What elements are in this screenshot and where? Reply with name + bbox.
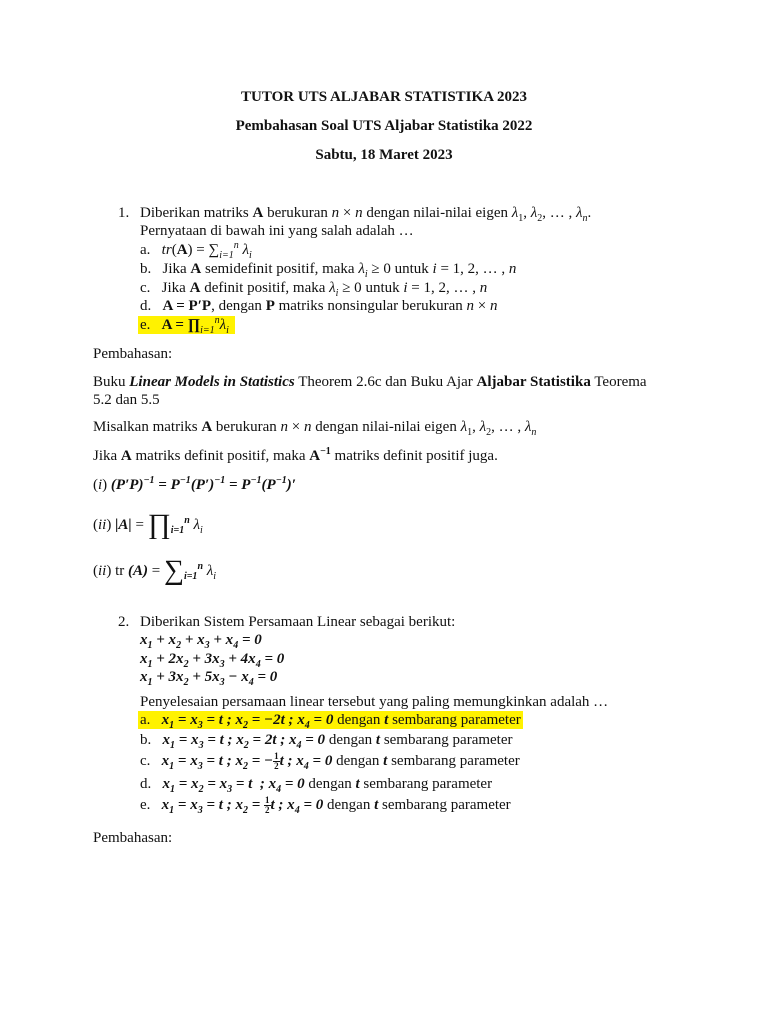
document-date: Sabtu, 18 Maret 2023 — [315, 147, 453, 163]
option-2b: b. $x_1 = x_3 = t$ ; $x_2 = 2t$ ; $x_4 = 0$ dengan t sembarang parameter — [140, 732, 513, 751]
question-1-statement: Diberikan matriks A berukuran n × n dengan nilai-nilai eigen $\lambda_1$, $\lambda_2$, … , $\lambda_n$. — [140, 205, 592, 224]
option-2e: e. $x_1 = x_3 = t$ ; $x_2$ = $\frac{1}{2}$ t ; $x_4 = 0$ dengan t sembarang parameter — [140, 795, 511, 816]
discussion-2-label: Pembahasan: — [93, 830, 173, 846]
option-1c: c. Jika A definit positif, maka $\lambda_i \ge 0$ untuk i = 1, 2, … , n — [140, 280, 488, 299]
equation-ii-determinant: (ii) $|A| = \prod_{i=1}^n$ $\lambda_i$ — [93, 509, 203, 540]
question-2-prompt: Penyelesaian persamaan linear tersebut yang paling memungkinkan adalah … — [140, 694, 609, 710]
question-1-number: 1. — [118, 205, 130, 221]
system-equation-2: $x_1 + 2x_2 + 3x_3 + 4x_4 = 0$ — [140, 651, 285, 670]
option-2d: d. $x_1 = x_2 = x_3 = t$ ; $x_4 = 0$ dengan t sembarang parameter — [140, 776, 493, 795]
question-2-statement: Diberikan Sistem Persamaan Linear sebagai berikut: — [140, 614, 456, 630]
option-1a: a. $tr(A) = \sum_{i=1}^n$ $\lambda_i$ — [140, 240, 252, 261]
document-title: TUTOR UTS ALJABAR STATISTIKA 2023 — [241, 89, 527, 105]
option-1b: b. Jika A semidefinit positif, maka $\lambda_i \ge 0$ untuk i = 1, 2, … , n — [140, 261, 517, 280]
jika-line: Jika A matriks definit positif, maka $A^{-1}$ matriks definit positif juga. — [93, 446, 498, 464]
discussion-1-label: Pembahasan: — [93, 346, 173, 362]
question-1-prompt: Pernyataan di bawah ini yang salah adalah … — [140, 223, 414, 239]
option-2a-highlighted: a. $x_1 = x_3 = t$ ; $x_2 = -2t$ ; $x_4 = 0$ dengan t sembarang parameter — [140, 712, 521, 731]
misalkan-line: Misalkan matriks A berukuran n × n dengan nilai-nilai eigen $\lambda_1$, $\lambda_2$, … , $\lambda_n$ — [93, 419, 537, 438]
equation-ii-trace: (ii) tr $(A) = \sum_{i=1}^n$ $\lambda_i$ — [93, 555, 217, 586]
reference-line-1: Buku Linear Models in Statistics Theorem 2.6c dan Buku Ajar Aljabar Statistika Teorema — [93, 374, 647, 390]
option-1d: d. A = P′P, dengan P matriks nonsingular berukuran n × n — [140, 298, 498, 314]
system-equation-3: $x_1 + 3x_2 + 5x_3 - x_4 = 0$ — [140, 669, 278, 688]
question-2-number: 2. — [118, 614, 130, 630]
document-subtitle: Pembahasan Soal UTS Aljabar Statistika 2022 — [235, 118, 533, 134]
system-equation-1: $x_1 + x_2 + x_3 + x_4 = 0$ — [140, 632, 262, 651]
option-2c: c. $x_1 = x_3 = t$ ; $x_2$ = − $\frac{1}{2}$ t ; $x_4 = 0$ dengan t sembarang parameter — [140, 751, 520, 772]
reference-line-2: 5.2 dan 5.5 — [93, 392, 160, 408]
equation-i: (i) $(P'P)^{-1} = P^{-1}(P')^{-1} = P^{-1}(P^{-1})'$ — [93, 475, 296, 493]
option-1e-highlighted: e. $A = \prod_{i=1}^n\lambda_i$ — [138, 316, 235, 334]
